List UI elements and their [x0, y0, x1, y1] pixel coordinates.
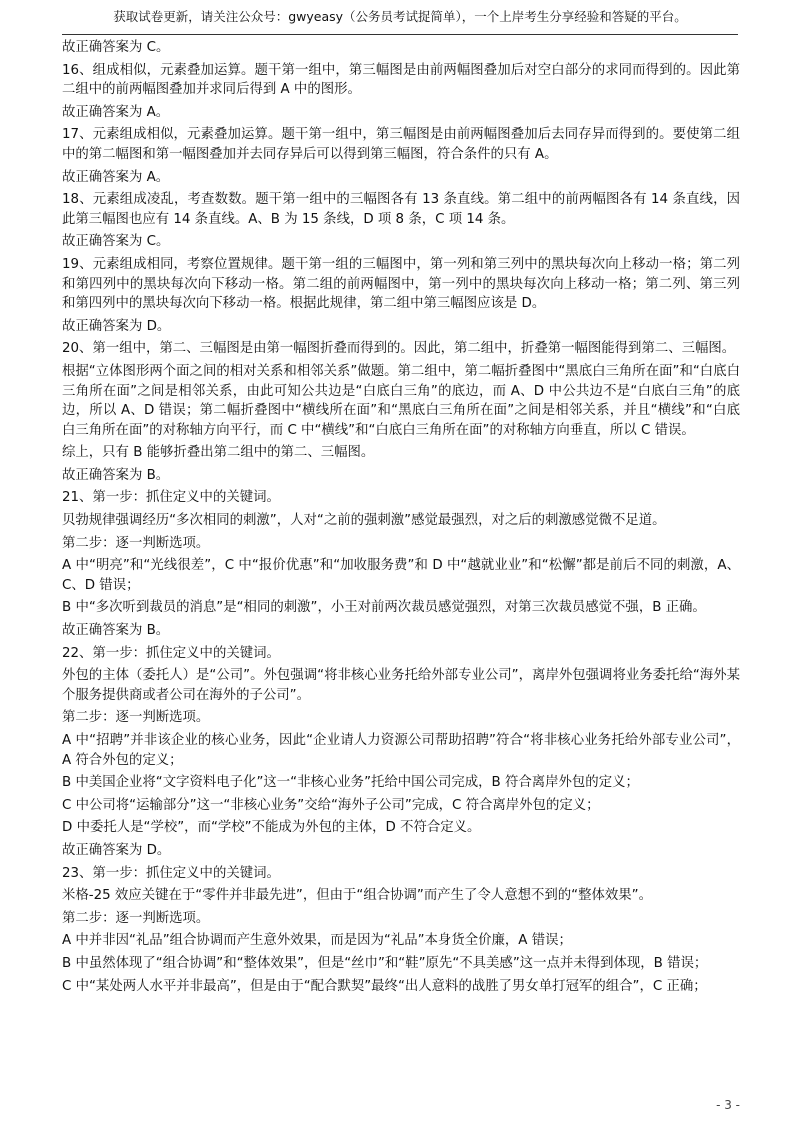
- paragraph: 故正确答案为 D。: [62, 842, 171, 858]
- paragraph: 17、元素组成相似，元素叠加运算。题干第一组中，第三幅图是由前两幅图叠加后去同存异而得到的。要使第二组中的第二幅图和第一幅图叠加并去同存异后可以得到第三幅图，符合条件的只有 A。: [62, 127, 740, 162]
- paragraph: 根据“立体图形两个面之间的相对关系和相邻关系”做题。第二组中，第二幅折叠图中“黑底白三角所在面”和“白底白三角所在面”之间是相邻关系，由此可知公共边是“白底白三角”的底边，而 A、D 中公共边不是“白底白三角”的底边，所以 A、D 错误；第二幅折叠图中“横线所在面”和“黑底白三角所在面”之间是相邻关系，并且“横线”和“白底白三角所在面”的对称轴方向平行，而 C 中“横线”和“白底白三角所在面”的对称轴方向垂直，所以 C 错误。: [62, 363, 740, 438]
- page-number: - 3 -: [716, 1098, 740, 1112]
- paragraph: A 中并非因“礼品”组合协调而产生意外效果，而是因为“礼品”本身货全价廉，A 错误；: [62, 933, 572, 949]
- paragraph: 第二步：逐一判断选项。: [62, 535, 210, 551]
- paragraph: C 中公司将“运输部分”这一“非核心业务”交给“海外子公司”完成，C 符合离岸外包的定义；: [62, 797, 600, 813]
- paragraph: 16、组成相似，元素叠加运算。题干第一组中，第三幅图是由前两幅图叠加后对空白部分的求同而得到的。因此第二组中的前两幅图叠加并求同后得到 A 中的图形。: [62, 62, 740, 98]
- paragraph: 综上，只有 B 能够折叠出第二组中的第二、三幅图。: [62, 445, 375, 461]
- paragraph: 21、第一步：抓住定义中的关键词。: [62, 490, 280, 506]
- paragraph: 故正确答案为 B。: [62, 467, 170, 483]
- paragraph: 23、第一步：抓住定义中的关键词。: [62, 865, 280, 881]
- paragraph: 故正确答案为 C。: [62, 234, 170, 250]
- paragraph: 外包的主体（委托人）是“公司”。外包强调“将非核心业务托给外部专业公司”，离岸外包强调将业务委托给“海外某个服务提供商或者公司在海外的子公司”。: [62, 668, 740, 703]
- paragraph: 故正确答案为 B。: [62, 623, 170, 639]
- paragraph: B 中虽然体现了“组合协调”和“整体效果”，但是“丝巾”和“鞋”原先“不具美感”这一点并未得到体现，B 错误；: [62, 955, 708, 971]
- paragraph: 故正确答案为 A。: [62, 169, 170, 185]
- paragraph: 第二步：逐一判断选项。: [62, 710, 210, 726]
- paragraph: 第二步：逐一判断选项。: [62, 910, 210, 926]
- paragraph: B 中美国企业将“文字资料电子化”这一“非核心业务”托给中国公司完成，B 符合离岸外包的定义；: [62, 775, 639, 791]
- paragraph: D 中委托人是“学校”，而“学校”不能成为外包的主体，D 不符合定义。: [62, 820, 481, 836]
- paragraph: C 中“某处两人水平并非最高”，但是由于“配合默契”最终“出人意料的战胜了男女单打冠军的组合”，C 正确；: [62, 978, 707, 994]
- paragraph: 故正确答案为 C。: [62, 40, 170, 55]
- paragraph: A 中“招聘”并非该企业的核心业务，因此“企业请人力资源公司帮助招聘”符合“将非核心业务托给外部专业公司”，A 符合外包的定义；: [62, 733, 740, 768]
- paragraph: 故正确答案为 D。: [62, 318, 171, 334]
- header-divider: [62, 34, 738, 35]
- paragraph: 20、第一组中，第二、三幅图是由第一幅图折叠而得到的。因此，第二组中，折叠第一幅图能得到第二、三幅图。: [62, 341, 736, 357]
- paragraph: A 中“明亮”和“光线很差”，C 中“报价优惠”和“加收服务费”和 D 中“越就业业”和“松懈”都是前后不同的刺激，A、C、D 错误；: [62, 558, 740, 593]
- paragraph: 22、第一步：抓住定义中的关键词。: [62, 645, 280, 661]
- paragraph: 19、元素组成相同，考察位置规律。题干第一组的三幅图中，第一列和第三列中的黑块每次向上移动一格；第二列和第四列中的黑块每次向下移动一格。第二组的前两幅图中，第一列中的黑块每次向上移动一格；第二列、第三列和第四列中的黑块每次向下移动一格。根据此规律，第二组中第三幅图应该是 D。: [62, 256, 740, 312]
- paragraph: 贝勃规律强调经历“多次相同的刺激”，人对“之前的强刺激”感觉最强烈，对之后的刺激感觉微不足道。: [62, 513, 666, 529]
- page-header: [0, 0, 800, 34]
- paragraph: 18、元素组成凌乱，考查数数。题干第一组中的三幅图各有 13 条直线。第二组中的前两幅图各有 14 条直线，因此第三幅图也应有 14 条直线。A、B 为 15 条线，D 项 8 条，C 项 14 条。: [62, 192, 740, 227]
- document-body: [62, 38, 740, 999]
- paragraph: 故正确答案为 A。: [62, 104, 170, 120]
- paragraph: B 中“多次听到裁员的消息”是“相同的刺激”，小王对前两次裁员感觉强烈，对第三次裁员感觉不强，B 正确。: [62, 600, 706, 616]
- paragraph: 米格-25 效应关键在于“零件并非最先进”，但由于“组合协调”而产生了令人意想不到的“整体效果”。: [62, 888, 652, 904]
- header-text: 获取试卷更新，请关注公众号：gwyeasy（公务员考试捉简单），一个上岸考生分享经验和答疑的平台。: [113, 9, 687, 24]
